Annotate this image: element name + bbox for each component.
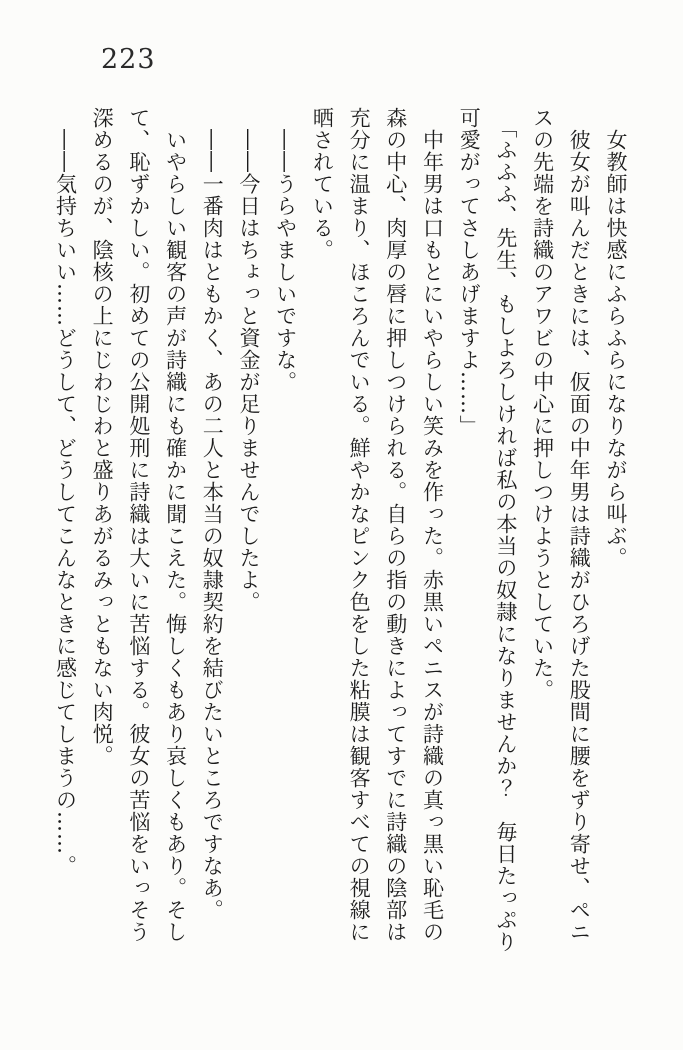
text-line: 充分に温まり、ほころんでいる。鮮やかなピンク色をした粘膜は観客すべての視線に	[347, 107, 372, 943]
text-line: 深めるのが、陰核の上にじわじわと盛りあがるみっともない肉悦。	[90, 107, 115, 767]
text-line: 中年男は口もとにいやらしい笑みを作った。赤黒いペニスが詩織の真っ黒い恥毛の	[420, 129, 445, 943]
text-line: ――今日はちょっと資金が足りませんでしたよ。	[236, 129, 261, 613]
text-line: ――気持ちいい……どうして、どうしてこんなときに感じてしまうの……。	[53, 129, 78, 877]
text-line: ――うらやましいですな。	[273, 129, 298, 393]
text-line: 晒されている。	[310, 107, 335, 261]
text-line: 女教師は快感にふらふらになりながら叫ぶ。	[604, 129, 628, 569]
text-line: 森の中心、肉厚の唇に押しつけられる。自らの指の動きによってすでに詩織の陰部は	[383, 107, 408, 943]
text-line: 「ふふふ、先生、もしよろしければ私の本当の奴隷になりませんか？ 毎日たっぷり	[493, 117, 518, 953]
text-line: て、恥ずかしい。初めての公開処刑に詩織は大いに苦悩する。彼女の苦悩をいっそう	[126, 107, 151, 943]
text-line: いやらしい観客の声が詩織にも確かに聞こえた。悔しくもあり哀しくもあり。そし	[163, 129, 188, 943]
text-line: スの先端を詩織のアワビの中心に押しつけようとしていた。	[530, 107, 555, 701]
text-line: 可愛がってさしあげますよ……」	[457, 107, 482, 437]
text-line: 彼女が叫んだときには、仮面の中年男は詩織がひろげた股間に腰をずり寄せ、ペニ	[567, 129, 592, 943]
page-number: 223	[101, 44, 156, 75]
vertical-text-block	[47, 107, 634, 969]
text-line: ――一番肉はともかく、あの二人と本当の奴隷契約を結びたいところですなあ。	[200, 129, 225, 921]
